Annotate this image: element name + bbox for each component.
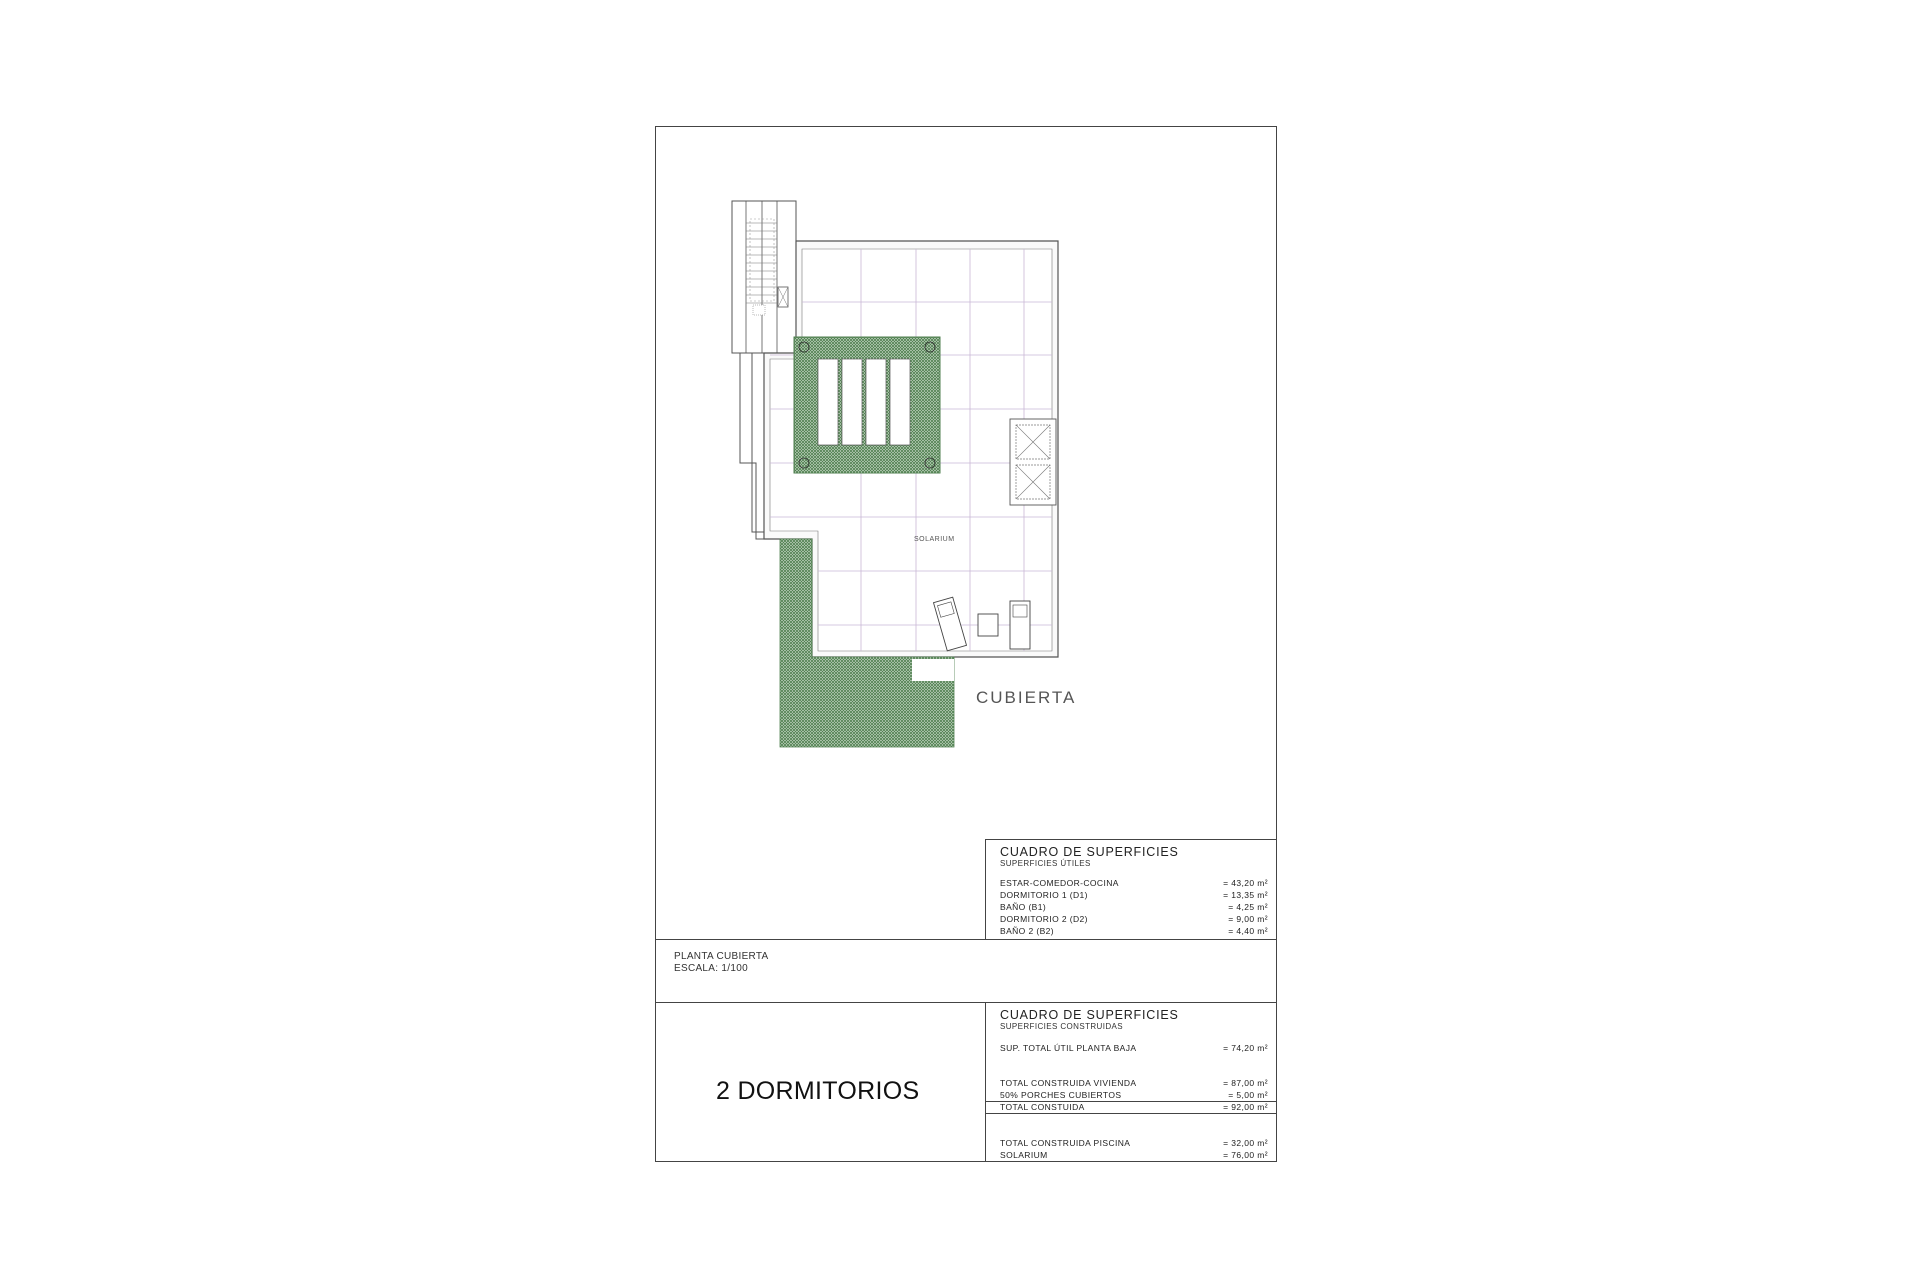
row-value: = 74,20 m² [1223,1043,1268,1053]
table-row [1000,914,1268,925]
plan-title: PLANTA CUBIERTA [674,951,769,962]
table-row [1000,878,1268,889]
row-label: TOTAL CONSTUIDA [1000,1102,1085,1112]
table-row [1000,1150,1268,1161]
table-row [1000,1090,1268,1101]
table-row [1000,1102,1268,1113]
row-label: DORMITORIO 1 (D1) [1000,890,1088,900]
floor-plan [656,127,1276,887]
page-title: 2 DORMITORIOS [716,1077,920,1105]
table-title: CUADRO DE SUPERFICIES [1000,845,1179,859]
row-label: SOLARIUM [1000,1150,1048,1160]
table-row [1000,1138,1268,1149]
row-label: TOTAL CONSTRUIDA VIVIENDA [1000,1078,1137,1088]
floor-label: CUBIERTA [976,688,1077,707]
row-label: BAÑO (B1) [1000,902,1047,912]
row-label: ESTAR-COMEDOR-COCINA [1000,878,1119,888]
table-subtitle: SUPERFICIES CONSTRUIDAS [1000,1022,1123,1031]
table-row [1000,890,1268,901]
row-value: = 13,35 m² [1223,890,1268,900]
row-value: = 32,00 m² [1223,1138,1268,1148]
surface-table-built [985,1002,1277,1162]
table-row [1000,1078,1268,1089]
row-label: TOTAL CONSTRUIDA PISCINA [1000,1138,1131,1148]
room-label-solarium: SOLARIUM [914,536,955,543]
pergola [794,337,940,473]
table-title: CUADRO DE SUPERFICIES [1000,1008,1179,1022]
drawing-sheet [655,126,1277,1162]
row-value: = 5,00 m² [1228,1090,1268,1100]
table-row [1000,1043,1268,1054]
table-row [1000,902,1268,913]
table-divider [986,1113,1276,1114]
plan-scale: ESCALA: 1/100 [674,963,748,974]
row-value: = 9,00 m² [1228,914,1268,924]
row-value: = 87,00 m² [1223,1078,1268,1088]
row-value: = 4,40 m² [1228,926,1268,936]
table-subtitle: SUPERFICIES ÚTILES [1000,859,1091,868]
row-label: BAÑO 2 (B2) [1000,926,1054,936]
row-label: DORMITORIO 2 (D2) [1000,914,1088,924]
table-row [1000,926,1268,937]
row-value: = 43,20 m² [1223,878,1268,888]
row-value: = 76,00 m² [1223,1150,1268,1160]
row-value: = 4,25 m² [1228,902,1268,912]
surface-table-useful [985,839,1277,940]
row-value: = 92,00 m² [1223,1102,1268,1112]
row-label: SUP. TOTAL ÚTIL PLANTA BAJA [1000,1043,1137,1053]
ac-units [1010,419,1056,505]
row-label: 50% PORCHES CUBIERTOS [1000,1090,1122,1100]
staircase [732,201,796,353]
